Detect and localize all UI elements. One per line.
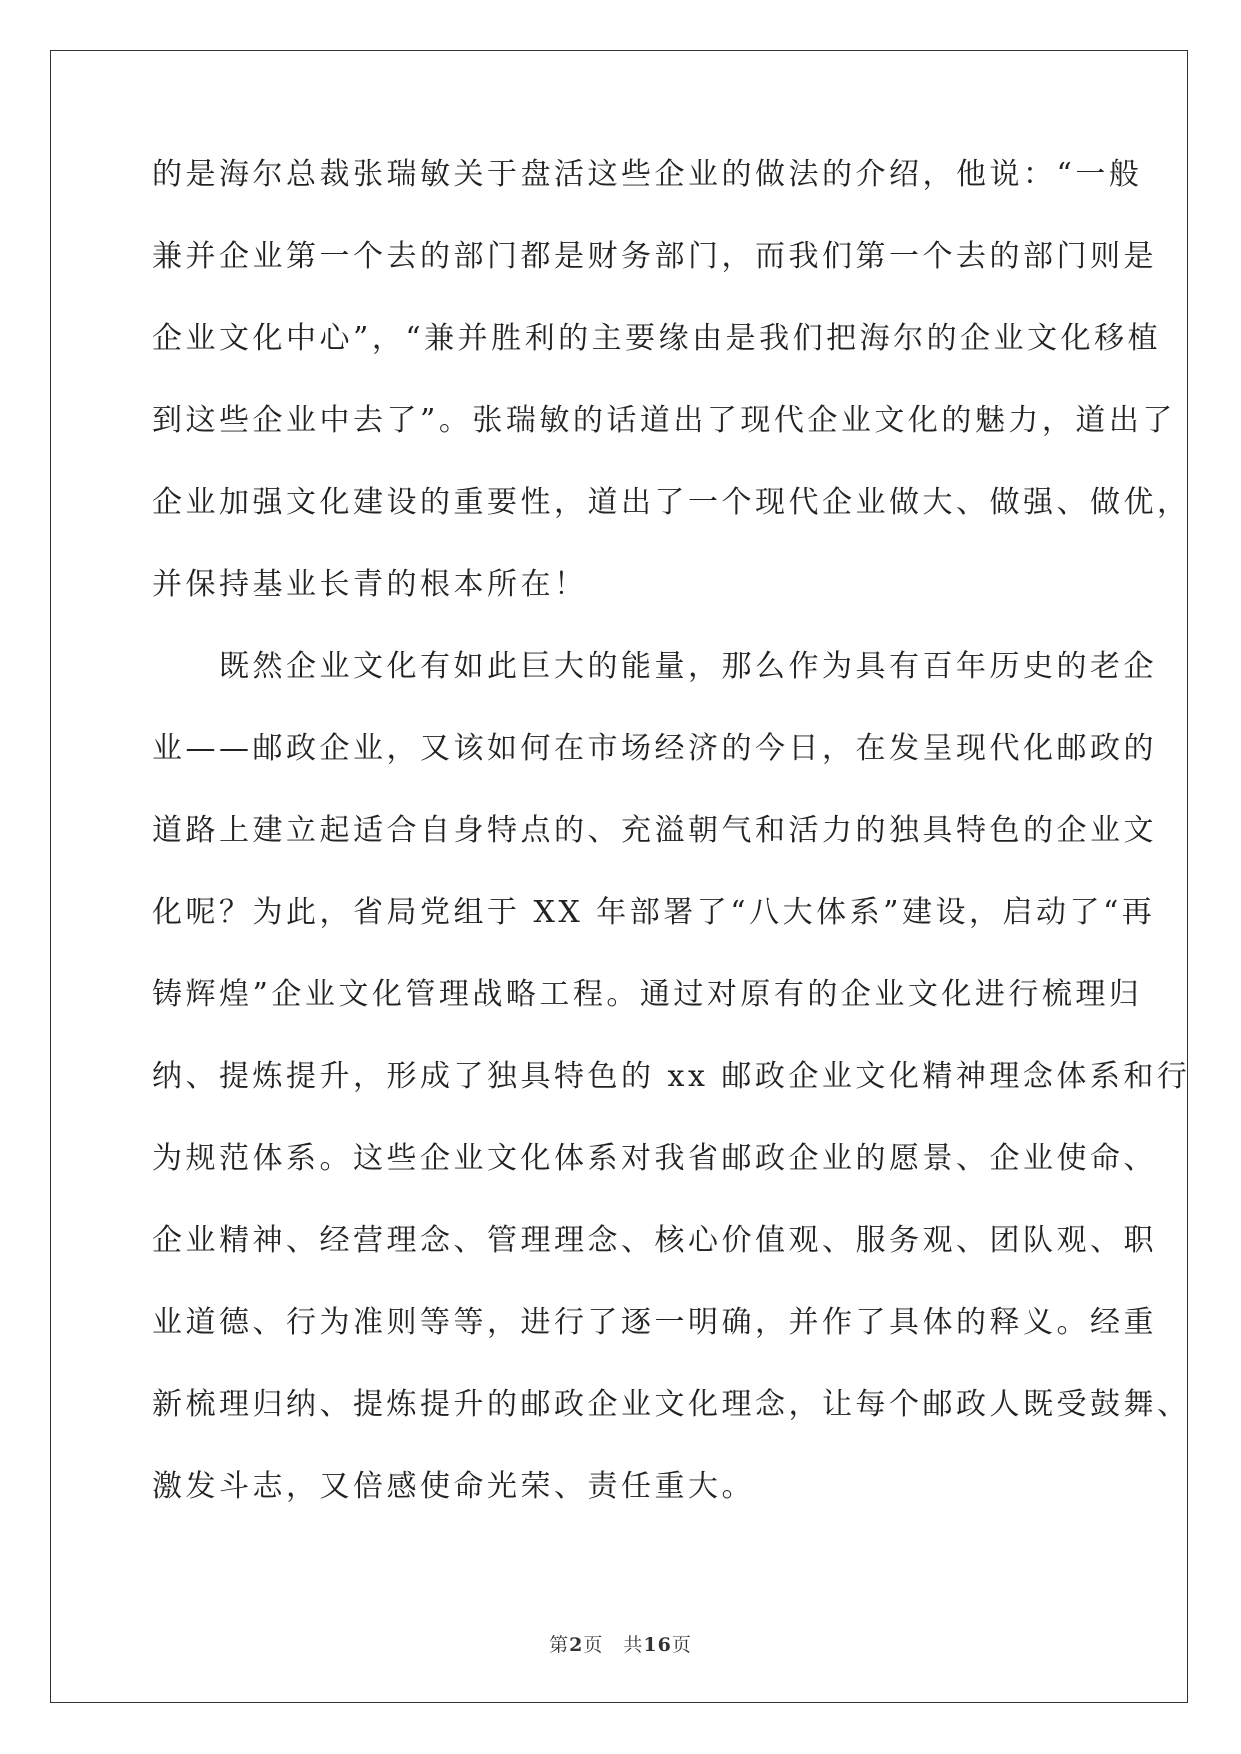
page-footer xyxy=(0,1630,1241,1657)
text-line: 为规范体系。这些企业文化体系对我省邮政企业的愿景、企业使命、 xyxy=(152,1141,1157,1176)
text-line: 纳、提炼提升，形成了独具特色的 xx 邮政企业文化精神理念体系和行 xyxy=(152,1059,1191,1094)
text-line: 新梳理归纳、提炼提升的邮政企业文化理念，让每个邮政人既受鼓舞、 xyxy=(152,1387,1191,1422)
text-line: 业——邮政企业，又该如何在市场经济的今日，在发呈现代化邮政的 xyxy=(152,731,1157,766)
document-body xyxy=(152,157,1191,1554)
text-line: 激发斗志，又倍感使命光荣、责任重大。 xyxy=(152,1469,755,1504)
page-prefix: 第 xyxy=(549,1634,570,1656)
total-suffix: 页 xyxy=(671,1634,692,1656)
text-line: 既然企业文化有如此巨大的能量，那么作为具有百年历史的老企 xyxy=(152,649,1157,684)
text-line: 业道德、行为准则等等，进行了逐一明确，并作了具体的释义。经重 xyxy=(152,1305,1157,1340)
text-line: 道路上建立起适合自身特点的、充溢朝气和活力的独具特色的企业文 xyxy=(152,813,1157,848)
text-line: 兼并企业第一个去的部门都是财务部门，而我们第一个去的部门则是 xyxy=(152,239,1157,274)
total-pages: 16 xyxy=(643,1634,672,1656)
text-line: 企业文化中心”，“兼并胜利的主要缘由是我们把海尔的企业文化移植 xyxy=(152,321,1162,356)
page-suffix: 页 xyxy=(583,1634,604,1656)
text-line: 铸辉煌”企业文化管理战略工程。通过对原有的企业文化进行梳理归 xyxy=(152,977,1143,1012)
total-prefix: 共 xyxy=(623,1634,644,1656)
page-number: 2 xyxy=(569,1634,584,1656)
text-line: 化呢？为此，省局党组于 XX 年部署了“八大体系”建设，启动了“再 xyxy=(152,895,1156,930)
text-line: 到这些企业中去了”。张瑞敏的话道出了现代企业文化的魅力，道出了 xyxy=(152,403,1176,438)
text-line: 企业精神、经营理念、管理理念、核心价值观、服务观、团队观、职 xyxy=(152,1223,1157,1258)
text-line: 并保持基业长青的根本所在！ xyxy=(152,567,588,602)
text-line: 企业加强文化建设的重要性，道出了一个现代企业做大、做强、做优， xyxy=(152,485,1191,520)
text-line: 的是海尔总裁张瑞敏关于盘活这些企业的做法的介绍，他说：“一般 xyxy=(152,157,1143,192)
